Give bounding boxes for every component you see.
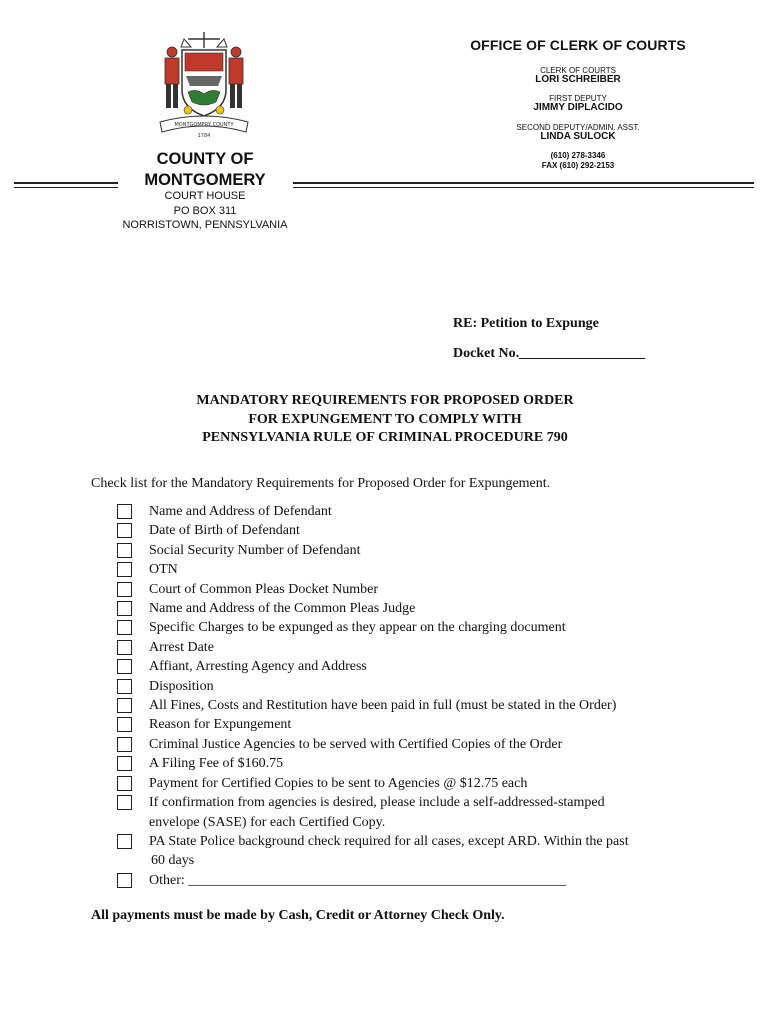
heading-line2: FOR EXPUNGEMENT TO COMPLY WITH [248,411,522,427]
list-item [117,696,697,715]
list-item [117,793,697,812]
county-address-line1: COURT HOUSE [164,190,246,202]
checklist-intro: Check list for the Mandatory Requirements for Proposed Order for Expungement. [91,476,551,491]
clerk-name: LORI SCHREIBER [535,74,621,85]
checklist-label: Name and Address of Defendant [149,504,332,519]
list-item [117,715,697,734]
office-title: OFFICE OF CLERK OF COURTS [470,37,686,53]
county-seal-icon [152,30,257,140]
checklist-label: Specific Charges to be expunged as they appear on the charging document [149,620,566,636]
checklist-label: Name and Address of the Common Pleas Judge [149,601,416,617]
county-title [120,149,290,191]
list-item [117,735,697,754]
checkbox[interactable] [117,620,132,635]
clerk-label: CLERK OF COURTS [540,66,616,75]
requirements-checklist [117,502,697,890]
first-deputy-name: JIMMY DIPLACIDO [533,102,623,113]
checkbox[interactable] [117,582,132,597]
checklist-label: If confirmation from agencies is desired, please include a self-addressed-stamped [149,795,605,811]
checkbox[interactable] [117,679,132,694]
county-title-line2: MONTGOMERY [144,171,266,189]
checklist-label: Date of Birth of Defendant [149,523,300,539]
list-item [117,599,697,618]
second-deputy-name: LINDA SULOCK [540,131,616,142]
checkbox[interactable] [117,717,132,732]
header-rule-left [14,182,118,188]
checklist-label: A Filing Fee of $160.75 [149,756,284,772]
list-item [117,871,697,890]
checkbox[interactable] [117,640,132,655]
list-item [117,502,697,521]
list-item [117,618,697,637]
checkbox[interactable] [117,659,132,674]
county-address-line2: PO BOX 311 [173,204,237,217]
checklist-label: Disposition [149,678,214,694]
first-deputy-label: FIRST DEPUTY [549,94,607,103]
checklist-label: Reason for Expungement [149,717,292,733]
second-deputy-label: SECOND DEPUTY/ADMIN. ASST. [516,123,640,132]
checklist-label: Criminal Justice Agencies to be served with Certified Copies of the Order [149,736,563,752]
list-item [117,832,697,851]
svg-text:MONTGOMERY COUNTY: MONTGOMERY COUNTY [174,122,234,128]
checklist-label: OTN [149,562,178,578]
heading-line1: MANDATORY REQUIREMENTS FOR PROPOSED ORDER [196,393,574,408]
requirements-heading [100,392,670,448]
checklist-label: Other: ______________________________________________________ [149,872,567,888]
list-item [117,638,697,657]
svg-text:1784: 1784 [197,133,211,139]
checklist-label: Arrest Date [149,639,214,655]
docket-number: Docket No.__________________ [453,346,646,361]
list-item [117,754,697,773]
office-fax: FAX (610) 292-2153 [541,161,615,170]
county-seal [152,30,257,140]
checkbox[interactable] [117,834,132,849]
list-item [117,580,697,599]
list-item [117,677,697,696]
checklist-label: Court of Common Pleas Docket Number [149,581,379,597]
checkbox[interactable] [117,523,132,538]
list-item [117,521,697,540]
checklist-label: Payment for Certified Copies to be sent to Agencies @ $12.75 each [149,775,528,791]
checkbox[interactable] [117,873,132,888]
checkbox[interactable] [117,776,132,791]
checkbox[interactable] [117,543,132,558]
list-item [117,541,697,560]
checkbox[interactable] [117,756,132,771]
checkbox[interactable] [117,737,132,752]
county-address [120,189,290,233]
list-item [117,657,697,676]
county-address-line3: NORRISTOWN, PENNSYLVANIA [122,219,288,231]
checkbox[interactable] [117,562,132,577]
checklist-label: All Fines, Costs and Restitution have been paid in full (must be stated in the Order) [149,698,617,714]
checkbox[interactable] [117,504,132,519]
checkbox[interactable] [117,601,132,616]
checklist-continuation: 60 days [151,853,195,869]
list-item [117,774,697,793]
heading-line3: PENNSYLVANIA RULE OF CRIMINAL PROCEDURE 790 [202,430,568,445]
checklist-continuation: envelope (SASE) for each Certified Copy. [149,814,386,830]
checklist-label: PA State Police background check required for all cases, except ARD. Within the past [149,833,629,849]
payments-note: All payments must be made by Cash, Credit or Attorney Check Only. [91,908,505,923]
header-rule-right [293,182,754,188]
county-title-line1: COUNTY OF [156,150,254,168]
checklist-label: Affiant, Arresting Agency and Address [149,659,367,675]
checklist-label: Social Security Number of Defendant [149,542,361,558]
office-phone: (610) 278-3346 [550,151,606,160]
re-subject: RE: Petition to Expunge [453,316,599,331]
checkbox[interactable] [117,698,132,713]
checkbox[interactable] [117,795,132,810]
list-item [117,560,697,579]
